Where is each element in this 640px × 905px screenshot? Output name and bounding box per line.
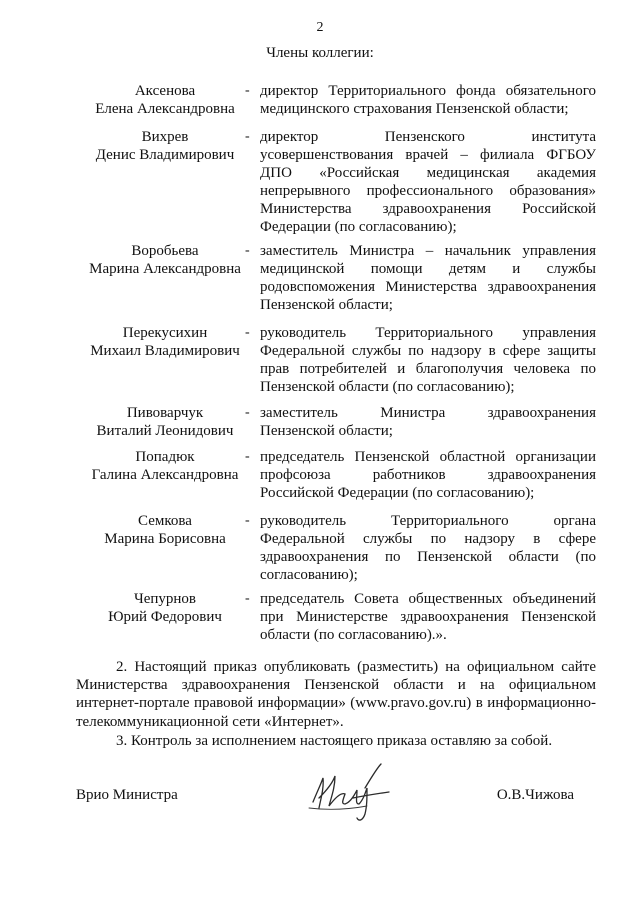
handwritten-signature-icon — [305, 758, 395, 826]
member-name: Семкова Марина Борисовна — [104, 513, 226, 547]
member-role: директор Территориального фонда обязательного медицинского страхования Пензенской области; — [260, 83, 596, 117]
member-name: Вихрев Денис Владимирович — [95, 129, 235, 163]
member-popadyuk — [0, 448, 640, 506]
member-name: Воробьева Марина Александровна — [89, 243, 241, 277]
member-role: заместитель Министра здравоохранения Пензенской области; — [260, 405, 596, 439]
member-vorobeva — [0, 242, 640, 318]
dash-separator: - — [245, 129, 250, 144]
member-chepurnov — [0, 590, 640, 648]
member-perekusikhin — [0, 324, 640, 400]
member-vikhrev — [0, 128, 640, 240]
member-role: руководитель Территориального управления Федеральной службы по надзору в сфере защиты прав потребителей и благополучия человека по Пензенской области (по согласованию); — [260, 325, 596, 395]
signer-name: О.В.Чижова — [496, 787, 574, 803]
dash-separator: - — [245, 243, 250, 258]
member-role: председатель Совета общественных объединений при Министерстве здравоохранения Пензенской области (по согласованию).». — [260, 591, 596, 643]
section-title: Члены коллегии: — [266, 45, 374, 61]
members-list — [0, 82, 640, 643]
member-semkova — [0, 512, 640, 588]
member-role: директор Пензенского института усовершенствования врачей – филиала ФГБОУ ДПО «Российская медицинская академия непрерывного профессионального образования» Министерства здравоохранения Российской Федерации (по согласованию); — [260, 129, 596, 235]
dash-separator: - — [245, 591, 250, 606]
paragraph-publication: 2. Настоящий приказ опубликовать (разместить) на официальном сайте Министерства здравоохранения Пензенской области и на официальном интернет-портале правовой информации» (www.pravo.gov.ru) в информационно-телекоммуникационной сети «Интернет». — [76, 659, 596, 730]
member-pivovarchuk — [0, 404, 640, 444]
dash-separator: - — [245, 405, 250, 420]
paragraph-control: 3. Контроль за исполнением настоящего приказа оставляю за собой. — [116, 733, 553, 749]
member-name: Перекусихин Михаил Владимирович — [90, 325, 240, 359]
member-role: председатель Пензенской областной организации профсоюза работников здравоохранения Российской Федерации (по согласованию); — [260, 449, 596, 501]
member-name: Попадюк Галина Александровна — [91, 449, 239, 483]
signer-title: Врио Министра — [76, 787, 178, 803]
dash-separator: - — [245, 83, 250, 98]
member-name: Аксенова Елена Александровна — [95, 83, 235, 117]
dash-separator: - — [245, 325, 250, 340]
member-role: руководитель Территориального органа Федеральной службы по надзору в сфере здравоохранения по Пензенской области (по согласованию); — [260, 513, 596, 583]
dash-separator: - — [245, 449, 250, 464]
member-name: Чепурнов Юрий Федорович — [108, 591, 222, 625]
member-name: Пивоварчук Виталий Леонидович — [96, 405, 234, 439]
dash-separator: - — [245, 513, 250, 528]
page-number: 2 — [316, 20, 324, 35]
member-role: заместитель Министра – начальник управления медицинской помощи детям и службы родовспоможения Министерства здравоохранения Пензенской области; — [260, 243, 596, 313]
